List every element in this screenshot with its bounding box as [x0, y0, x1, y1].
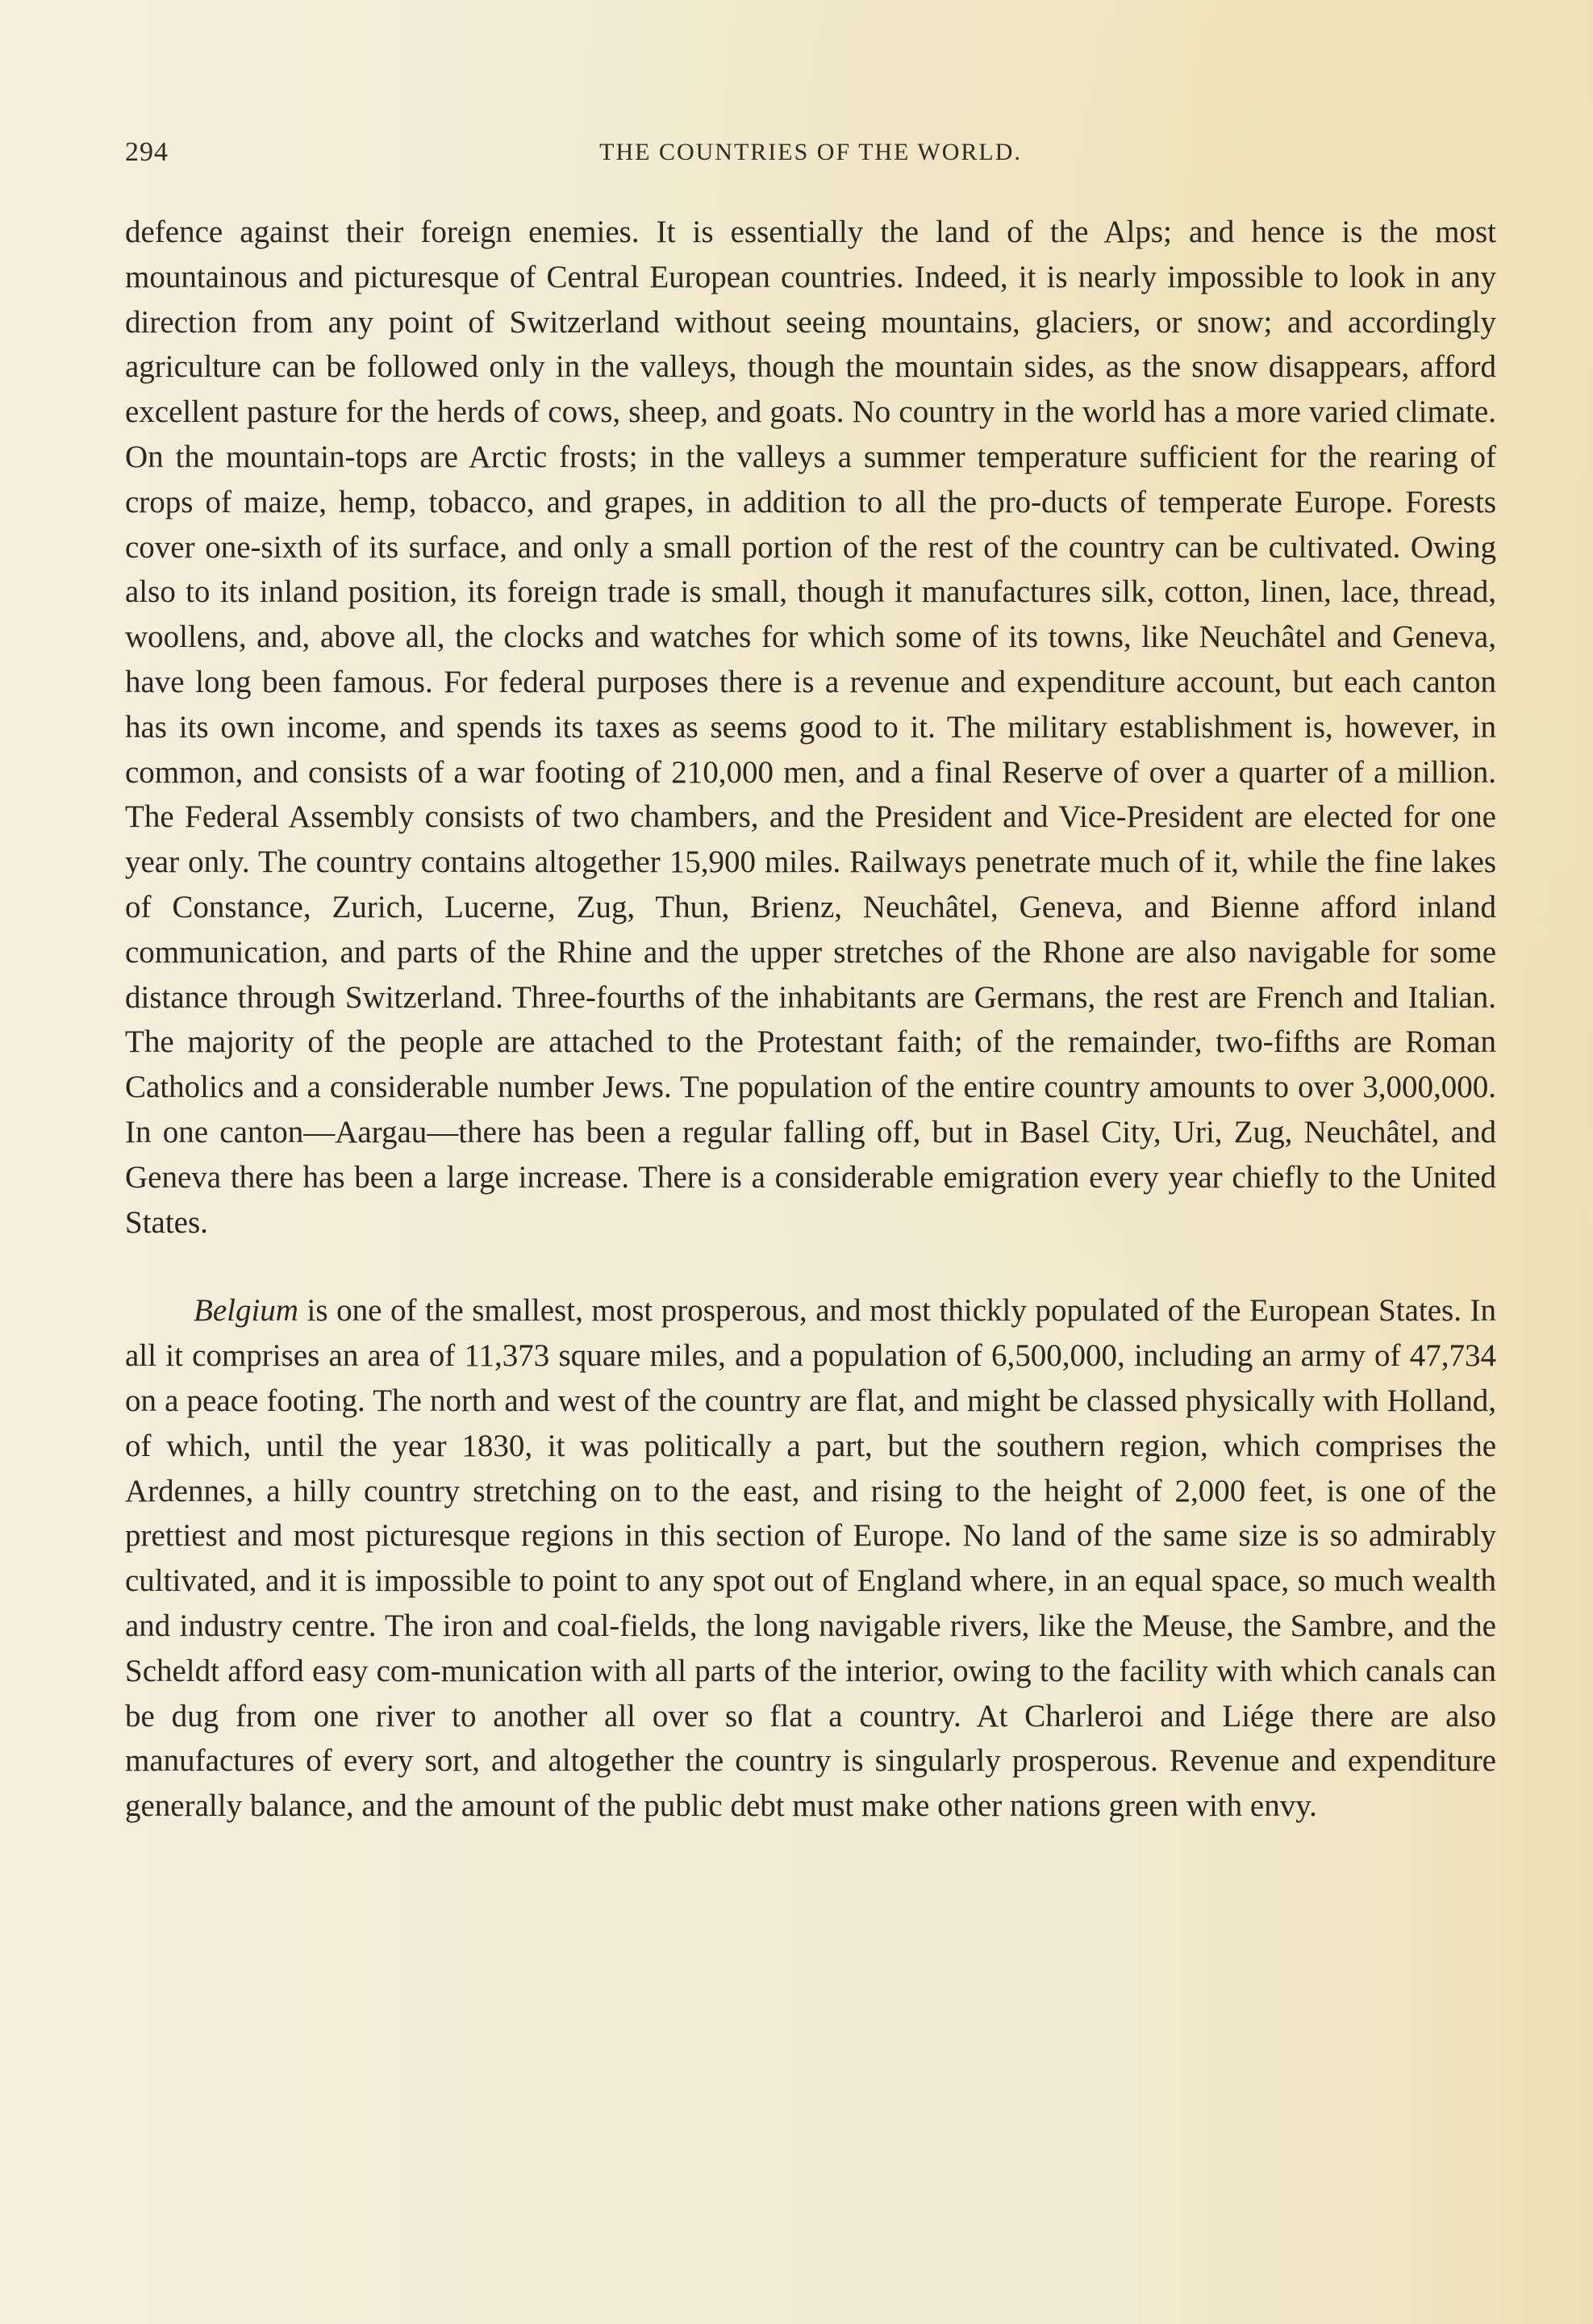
book-page [125, 129, 1496, 1829]
page-header [125, 129, 1496, 177]
paragraph-switzerland: defence against their foreign enemies. It is essentially the land of the Alps; and hence is the most mountainous and picturesque of Central European countries. Indeed, it is nearly impossible to look in any direction from any point of Switzerland without seeing mountains, glaciers, or snow; and accordingly agriculture can be followed only in the valleys, though the mountain sides, as the snow disappears, afford excellent pasture for the herds of cows, sheep, and goats. No country in the world has a more varied climate. On the mountain-tops are Arctic frosts; in the valleys a summer temperature sufficient for the rearing of crops of maize, hemp, tobacco, and grapes, in addition to all the pro-ducts of temperate Europe. Forests cover one-sixth of its surface, and only a small portion of the rest of the country can be cultivated. Owing also to its inland position, its foreign trade is small, though it manufactures silk, cotton, linen, lace, thread, woollens, and, above all, the clocks and watches for which some of its towns, like Neuchâtel and Geneva, have long been famous. For federal purposes there is a revenue and expenditure account, but each canton has its own income, and spends its taxes as seems good to it. The military establishment is, however, in common, and consists of a war footing of 210,000 men, and a final Reserve of over a quarter of a million. The Federal Assembly consists of two chambers, and the President and Vice-President are elected for one year only. The country contains altogether 15,900 miles. Railways penetrate much of it, while the fine lakes of Constance, Zurich, Lucerne, Zug, Thun, Brienz, Neuchâtel, Geneva, and Bienne afford inland communication, and parts of the Rhine and the upper stretches of the Rhone are also navigable for some distance through Switzerland. Three-fourths of the inhabitants are Germans, the rest are French and Italian. The majority of the people are attached to the Protestant faith; of the remainder, two-fifths are Roman Catholics and a considerable number Jews. Tne population of the entire country amounts to over 3,000,000. In one canton—Aargau—there has been a regular falling off, but in Basel City, Uri, Zug, Neuchâtel, and Geneva there has been a large increase. There is a considerable emigration every year chiefly to the United States. [125, 215, 1496, 1240]
running-head: THE COUNTRIES OF THE WORLD. [599, 139, 1022, 165]
paragraph-belgium [125, 1288, 1496, 1829]
paragraph-lead-word: Belgium [194, 1293, 298, 1329]
body-text [125, 210, 1496, 1829]
page-number: 294 [125, 137, 169, 167]
paragraph-body: is one of the smallest, most prosperous, and most thickly populated of the European States. In all it comprises an area of 11,373 square miles, and a population of 6,500,000, including an army of 47,734 on a peace footing. The north and west of the country are flat, and might be classed physically with Holland, of which, until the year 1830, it was politically a part, but the southern region, which comprises the Ardennes, a hilly country stretching on to the east, and rising to the height of 2,000 feet, is one of the prettiest and most picturesque regions in this section of Europe. No land of the same size is so admirably cultivated, and it is impossible to point to any spot out of England where, in an equal space, so much wealth and industry centre. The iron and coal-fields, the long navigable rivers, like the Meuse, the Sambre, and the Scheldt afford easy com-munication with all parts of the interior, owing to the facility with which canals can be dug from one river to another all over so flat a country. At Charleroi and Liége there are also manufactures of every sort, and altogether the country is singularly prosperous. Revenue and expenditure generally balance, and the amount of the public debt must make other nations green with envy. [125, 1293, 1496, 1824]
